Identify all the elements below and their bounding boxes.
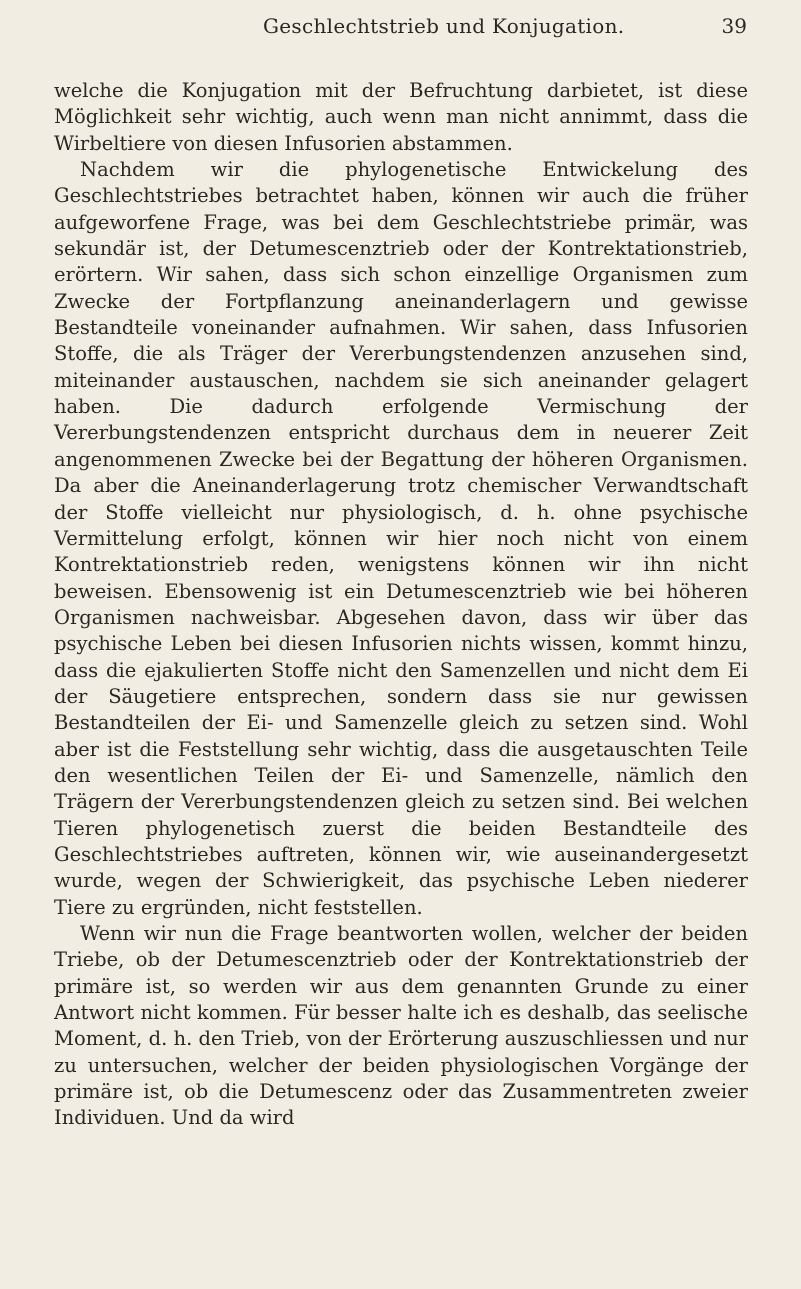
body-text: [54, 78, 748, 1132]
paragraph-continued: welche die Konjugation mit der Befruchtung darbietet, ist diese Möglichkeit sehr wichtig, auch wenn man nicht annimmt, dass die Wirbeltiere von diesen Infusorien abstammen.: [54, 79, 748, 155]
page-number: 39: [721, 14, 747, 38]
running-head: [0, 14, 801, 48]
running-title: Geschlechtstrieb und Konjugation.: [263, 14, 625, 38]
paragraph-primary-drive-question: Wenn wir nun die Frage beantworten wollen, welcher der beiden Triebe, ob der Detumescenztrieb oder der Kontrektationstrieb der primäre ist, so werden wir aus dem genannten Grunde zu einer Antwort nicht kommen. Für besser halte ich es deshalb, das seelische Moment, d. h. den Trieb, von der Erörterung auszuschliessen und nur zu untersuchen, welcher der beiden physiologischen Vorgänge der primäre ist, ob die Detumescenz oder das Zusammentreten zweier Individuen. Und da wird: [54, 922, 748, 1130]
paragraph-phylogenetic-development: Nachdem wir die phylogenetische Entwickelung des Geschlechtstriebes betrachtet haben, können wir auch die früher aufgeworfene Frage, was bei dem Geschlechtstriebe primär, was sekundär ist, der Detumescenztrieb oder der Kontrektationstrieb, erörtern. Wir sahen, dass sich schon einzellige Organismen zum Zwecke der Fortpflanzung aneinanderlagern und gewisse Bestandteile voneinander aufnahmen. Wir sahen, dass Infusorien Stoffe, die als Träger der Vererbungstendenzen anzusehen sind, miteinander austauschen, nachdem sie sich aneinander gelagert haben. Die dadurch erfolgende Vermischung der Vererbungstendenzen entspricht durchaus dem in neuerer Zeit angenommenen Zwecke bei der Begattung der höheren Organismen. Da aber die Aneinanderlagerung trotz chemischer Verwandtschaft der Stoffe vielleicht nur physiologisch, d. h. ohne psychische Vermittelung erfolgt, können wir hier noch nicht von einem Kontrektationstrieb reden, wenigstens können wir ihn nicht beweisen. Ebensowenig ist ein Detumescenztrieb wie bei höheren Organismen nachweisbar. Abgesehen davon, dass wir über das psychische Leben bei diesen Infusorien nichts wissen, kommt hinzu, dass die ejakulierten Stoffe nicht den Samenzellen und nicht dem Ei der Säugetiere entsprechen, sondern dass sie nur gewissen Bestandteilen der Ei- und Samenzelle gleich zu setzen sind. Wohl aber ist die Feststellung sehr wichtig, dass die ausgetauschten Teile den wesentlichen Teilen der Ei- und Samenzelle, nämlich den Trägern der Vererbungstendenzen gleich zu setzen sind. Bei welchen Tieren phylogenetisch zuerst die beiden Bestandteile des Geschlechtstriebes auftreten, können wir, wie auseinandergesetzt wurde, wegen der Schwierigkeit, das psychische Leben niederer Tiere zu ergründen, nicht feststellen.: [54, 158, 748, 919]
